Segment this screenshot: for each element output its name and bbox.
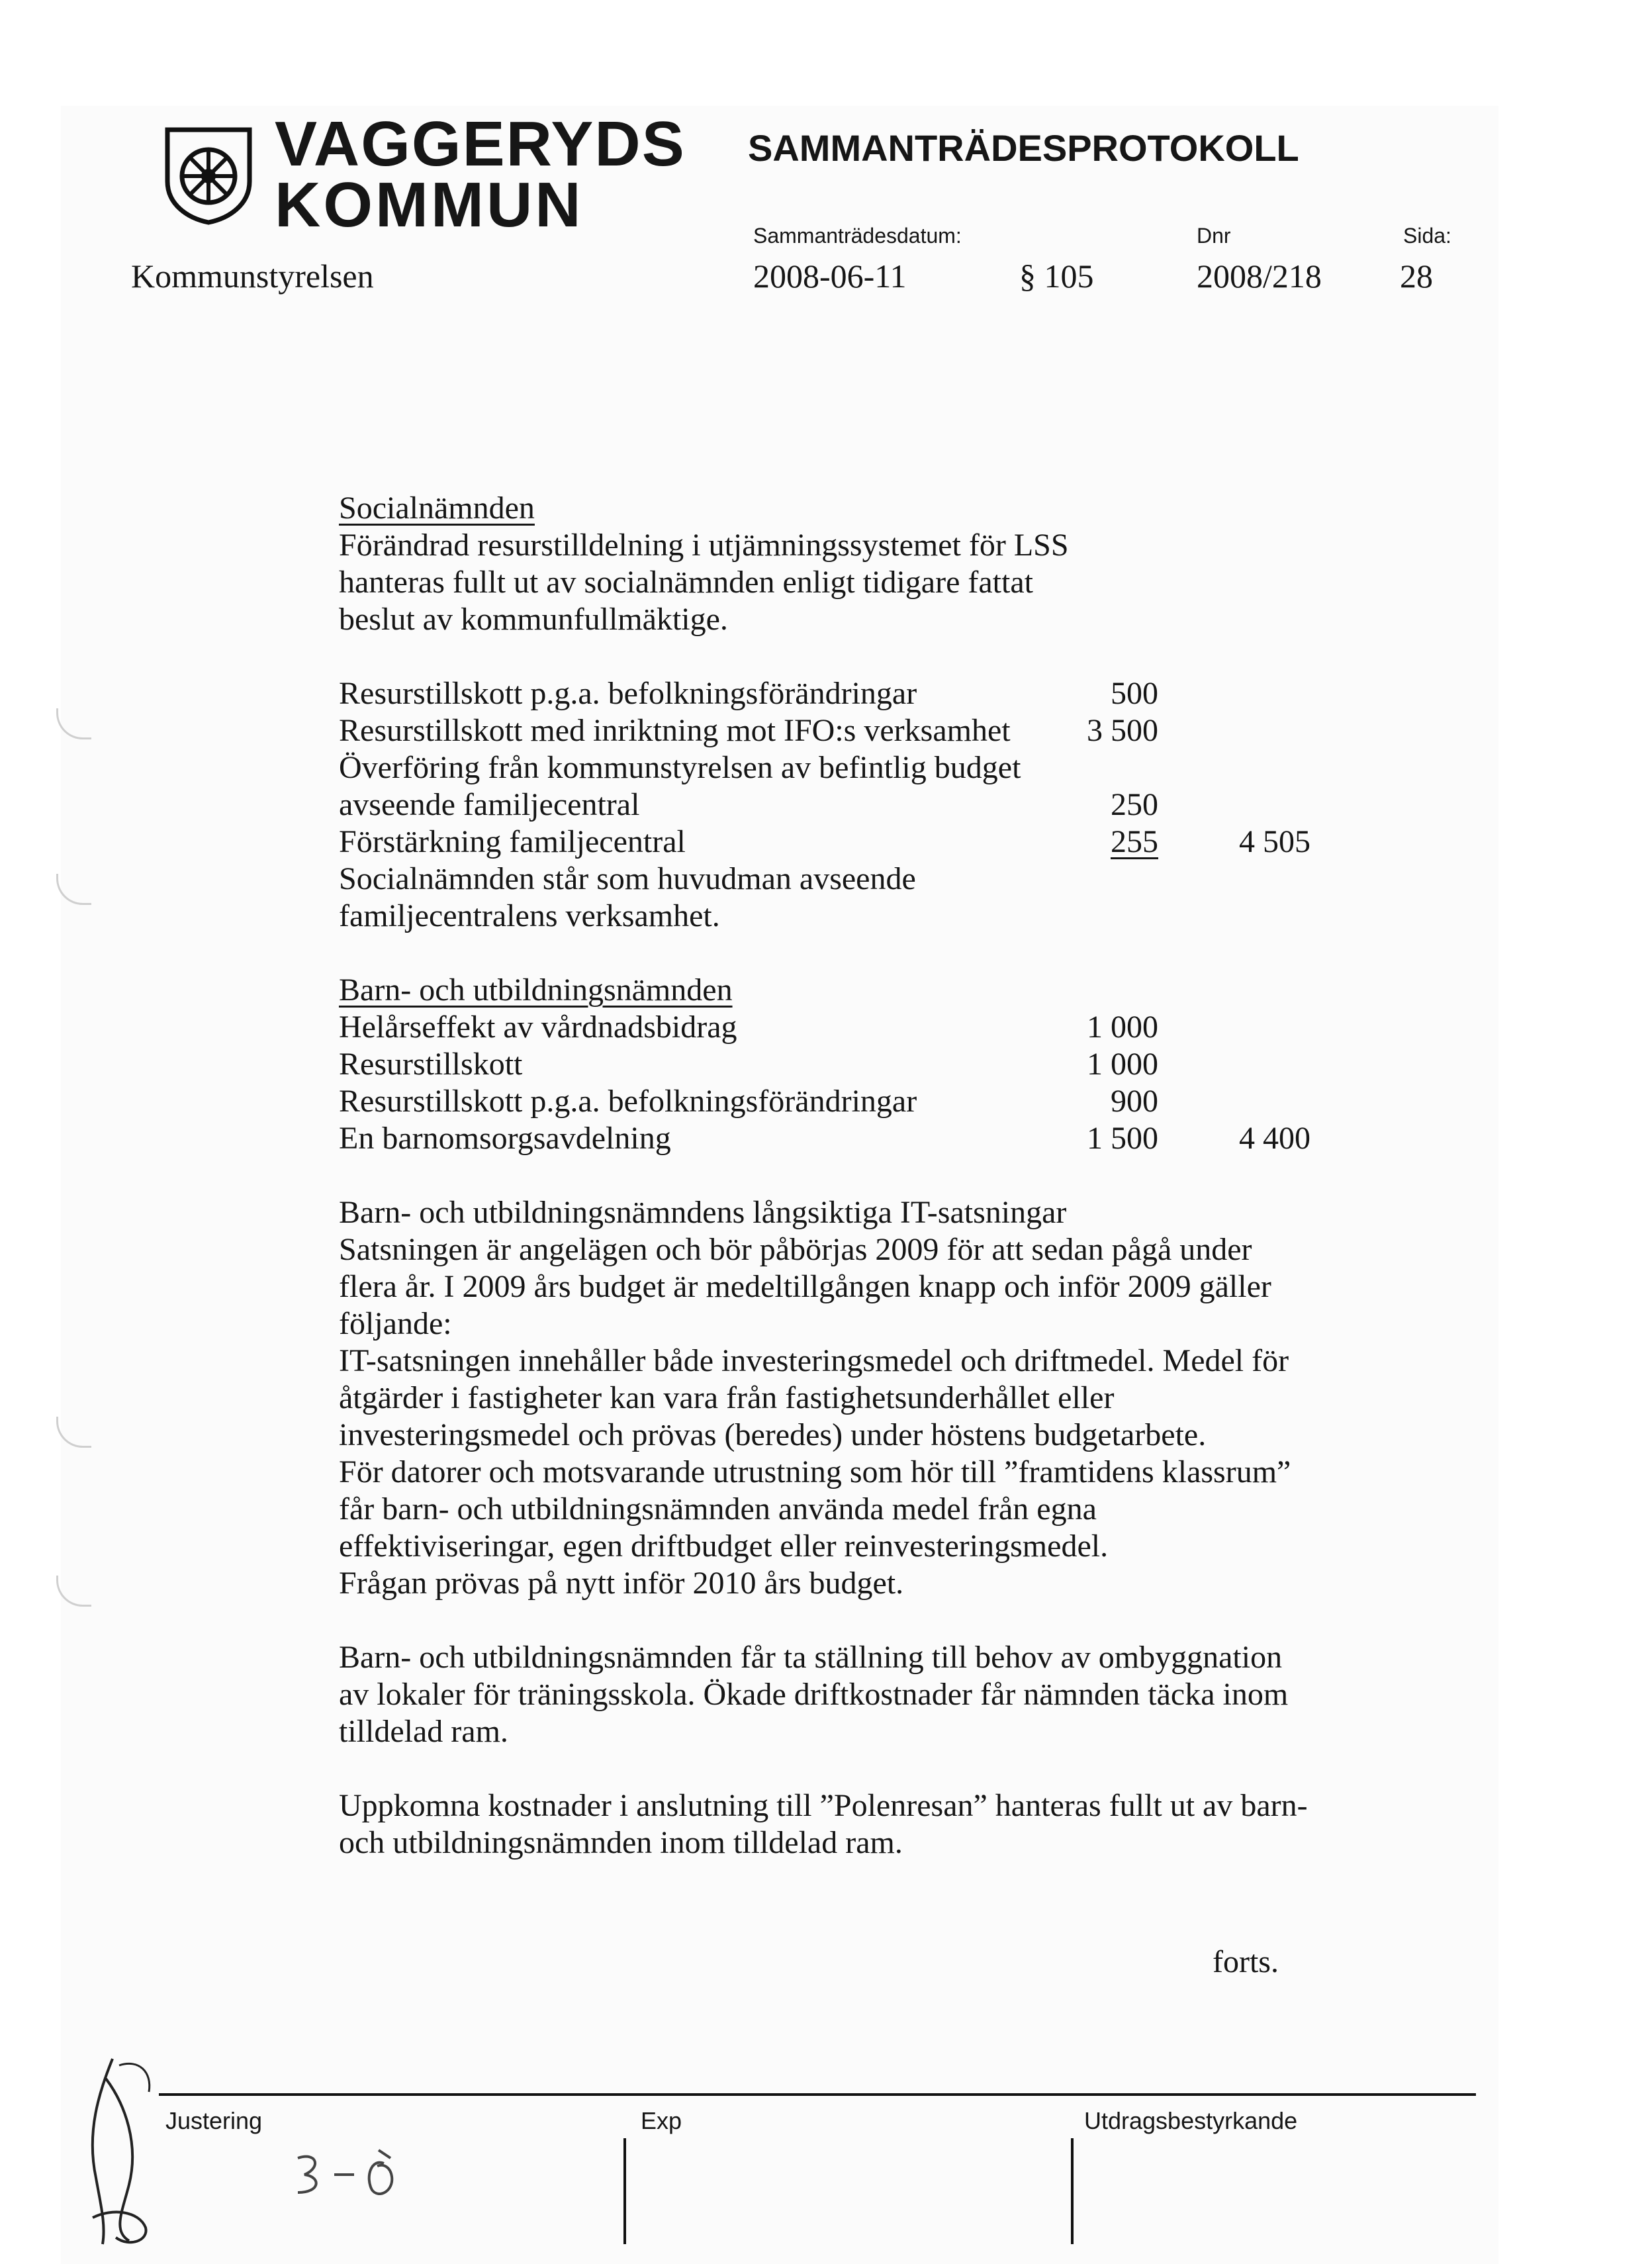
footer-rule — [159, 2093, 1476, 2096]
budget-item-label: avseende familjecentral — [339, 787, 640, 822]
utdrag-label: Utdragsbestyrkande — [1084, 2107, 1298, 2134]
budget-item-amount: 1 500 — [1087, 1121, 1158, 1156]
budget-item-amount: 3 500 — [1087, 713, 1158, 748]
paragraph-number: § 105 — [1019, 258, 1094, 295]
it-line: åtgärder i fastigheter kan vara från fastighetsunderhållet eller — [339, 1380, 1115, 1415]
budget-item-label: En barnomsorgsavdelning — [339, 1121, 671, 1156]
it-line: För datorer och motsvarande utrustning som hör till ”framtidens klassrum” — [339, 1454, 1291, 1489]
training-line: av lokaler för träningsskola. Ökade driftkostnader får nämnden täcka inom — [339, 1677, 1289, 1712]
budget-item-label: Förstärkning familjecentral — [339, 824, 686, 859]
it-line: får barn- och utbildningsnämnden använda medel från egna — [339, 1491, 1097, 1527]
org-name-line1: VAGGERYDS — [275, 109, 686, 179]
budget-item-amount: 500 — [1111, 676, 1158, 711]
exp-label: Exp — [641, 2107, 682, 2134]
social-intro-line: beslut av kommunfullmäktige. — [339, 602, 728, 637]
social-note-line: Socialnämnden står som huvudman avseende — [339, 861, 916, 896]
document-title: SAMMANTRÄDESPROTOKOLL — [748, 127, 1299, 169]
it-line: Frågan prövas på nytt inför 2010 års budget. — [339, 1566, 904, 1601]
barn-heading: Barn- och utbildningsnämnden — [339, 972, 733, 1008]
social-note-line: familjecentralens verksamhet. — [339, 898, 720, 933]
polen-line: Uppkomna kostnader i anslutning till ”Polenresan” hanteras fullt ut av barn- — [339, 1788, 1308, 1823]
budget-item-amount: 255 — [1111, 824, 1158, 859]
it-line: effektiviseringar, egen driftbudget eller reinvesteringsmedel. — [339, 1529, 1109, 1564]
handwritten-signature — [66, 2052, 159, 2251]
budget-item-amount: 250 — [1111, 787, 1158, 822]
social-heading: Socialnämnden — [339, 491, 535, 526]
justering-label: Justering — [165, 2107, 263, 2134]
date-label: Sammanträdesdatum: — [753, 224, 962, 248]
budget-item-amount: 1 000 — [1087, 1047, 1158, 1082]
municipality-crest-logo — [162, 126, 255, 225]
it-line: investeringsmedel och prövas (beredes) under höstens budgetarbete. — [339, 1417, 1207, 1452]
org-name-line2: KOMMUN — [275, 169, 584, 240]
budget-item-label: Resurstillskott — [339, 1047, 523, 1082]
signature-divider — [1071, 2138, 1074, 2244]
budget-subtotal: 4 505 — [1239, 824, 1310, 859]
budget-subtotal: 4 400 — [1239, 1121, 1310, 1156]
it-line: Satsningen är angelägen och bör påbörjas 2009 för att sedan pågå under — [339, 1232, 1252, 1267]
social-intro-line: hanteras fullt ut av socialnämnden enligt tidigare fattat — [339, 565, 1033, 600]
it-line: följande: — [339, 1306, 452, 1341]
training-line: tilldelad ram. — [339, 1714, 508, 1749]
budget-item-amount: 1 000 — [1087, 1010, 1158, 1045]
it-line: flera år. I 2009 års budget är medeltillgången knapp och inför 2009 gäller — [339, 1269, 1271, 1304]
page-label: Sida: — [1403, 224, 1451, 248]
meeting-date: 2008-06-11 — [753, 258, 907, 295]
scanned-page — [61, 106, 1498, 2264]
budget-item-label: Resurstillskott p.g.a. befolkningsförändringar — [339, 676, 917, 711]
handwritten-note — [285, 2138, 410, 2204]
social-intro-line: Förändrad resurstilldelning i utjämningssystemet för LSS — [339, 528, 1069, 563]
it-line: IT-satsningen innehåller både investeringsmedel och driftmedel. Medel för — [339, 1343, 1289, 1378]
budget-item-label: Resurstillskott med inriktning mot IFO:s verksamhet — [339, 713, 1011, 748]
department: Kommunstyrelsen — [131, 258, 374, 295]
training-line: Barn- och utbildningsnämnden får ta ställning till behov av ombyggnation — [339, 1640, 1283, 1675]
signature-divider — [623, 2138, 626, 2244]
continued-marker: forts. — [1213, 1944, 1279, 1979]
budget-item-amount: 900 — [1111, 1084, 1158, 1119]
budget-item-label: Helårseffekt av vårdnadsbidrag — [339, 1010, 737, 1045]
dnr-number: 2008/218 — [1197, 258, 1322, 295]
it-line: Barn- och utbildningsnämndens långsiktiga IT-satsningar — [339, 1195, 1067, 1230]
polen-line: och utbildningsnämnden inom tilldelad ram. — [339, 1825, 903, 1860]
budget-item-label: Resurstillskott p.g.a. befolkningsförändringar — [339, 1084, 917, 1119]
dnr-label: Dnr — [1197, 224, 1231, 248]
budget-item-label: Överföring från kommunstyrelsen av befintlig budget — [339, 750, 1021, 785]
page-number: 28 — [1400, 258, 1433, 295]
